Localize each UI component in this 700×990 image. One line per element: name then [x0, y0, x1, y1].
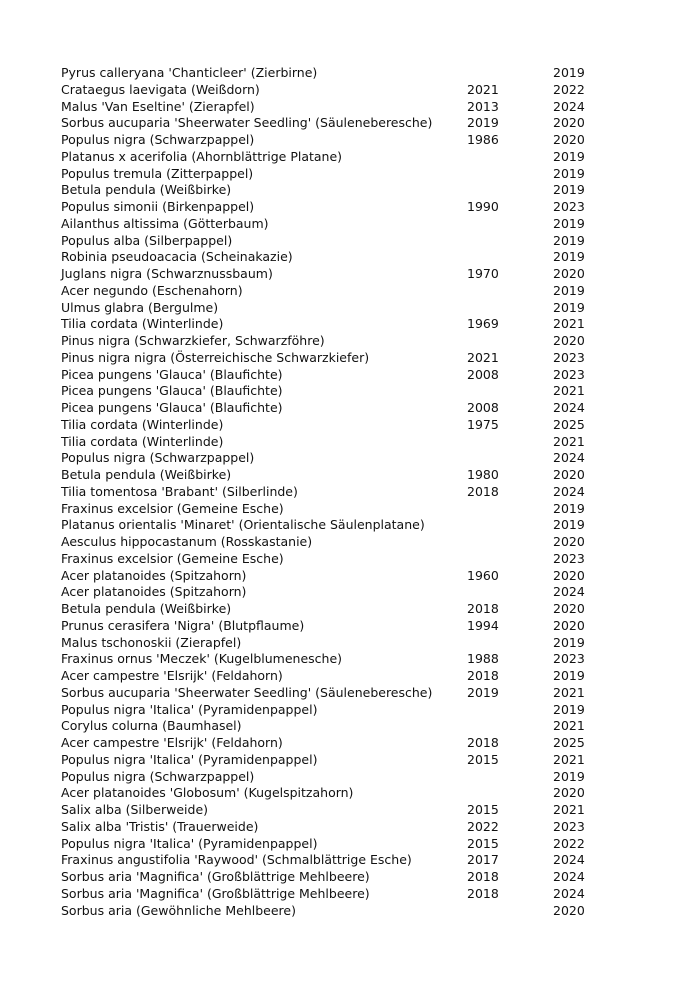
species-name: Platanus orientalis 'Minaret' (Orientalische Säulenplatane) — [61, 517, 425, 533]
tree-list-table — [61, 65, 621, 919]
table-row — [61, 316, 621, 333]
planted-year: 1975 — [467, 416, 499, 432]
table-row — [61, 517, 621, 534]
species-name: Sorbus aucuparia 'Sheerwater Seedling' (Säuleneberesche) — [61, 684, 433, 700]
species-name: Platanus x acerifolia (Ahornblättrige Platane) — [61, 148, 343, 164]
record-year: 2020 — [553, 601, 585, 616]
species-name: Pinus nigra nigra (Österreichische Schwarzkiefer) — [61, 349, 370, 365]
species-name: Sorbus aria 'Magnifica' (Großblättrige Mehlbeere) — [61, 869, 370, 884]
species-name: Prunus cerasifera 'Nigra' (Blutpflaume) — [61, 617, 305, 633]
record-year: 2021 — [553, 433, 585, 449]
record-year: 2019 — [553, 232, 585, 248]
table-row — [61, 718, 621, 735]
species-name: Malus tschonoskii (Zierapfel) — [61, 634, 242, 650]
planted-year: 1960 — [467, 567, 499, 583]
species-name: Aesculus hippocastanum (Rosskastanie) — [61, 534, 313, 549]
table-row — [61, 752, 621, 769]
planted-year: 1970 — [467, 266, 499, 281]
species-name: Juglans nigra (Schwarznussbaum) — [61, 266, 273, 281]
record-year: 2019 — [553, 500, 585, 516]
species-name: Tilia tomentosa 'Brabant' (Silberlinde) — [61, 483, 298, 499]
record-year: 2023 — [553, 349, 585, 365]
record-year: 2024 — [553, 483, 585, 499]
record-year: 2020 — [553, 467, 585, 482]
record-year: 2019 — [553, 701, 585, 717]
planted-year: 2013 — [467, 98, 499, 114]
table-row — [61, 685, 621, 702]
species-name: Populus nigra 'Italica' (Pyramidenpappel) — [61, 701, 318, 717]
table-row — [61, 450, 621, 467]
table-row — [61, 383, 621, 400]
planted-year: 2018 — [467, 869, 499, 884]
table-row — [61, 350, 621, 367]
table-row — [61, 534, 621, 551]
species-name: Populus nigra 'Italica' (Pyramidenpappel) — [61, 751, 318, 767]
record-year: 2023 — [553, 818, 585, 834]
record-year: 2021 — [553, 718, 585, 734]
record-year: 2019 — [553, 634, 585, 650]
record-year: 2023 — [553, 199, 585, 214]
species-name: Acer platanoides (Spitzahorn) — [61, 584, 247, 600]
planted-year: 1988 — [467, 651, 499, 667]
record-year: 2023 — [553, 651, 585, 667]
planted-year: 2015 — [467, 802, 499, 817]
species-name: Acer platanoides (Spitzahorn) — [61, 567, 247, 583]
species-name: Fraxinus ornus 'Meczek' (Kugelblumenesche) — [61, 651, 343, 667]
table-row — [61, 249, 621, 266]
planted-year: 2018 — [467, 735, 499, 750]
species-name: Picea pungens 'Glauca' (Blaufichte) — [61, 383, 283, 399]
species-name: Crataegus laevigata (Weißdorn) — [61, 81, 260, 97]
table-row — [61, 99, 621, 116]
planted-year: 1994 — [467, 617, 499, 633]
species-name: Populus tremula (Zitterpappel) — [61, 165, 254, 181]
species-name: Tilia cordata (Winterlinde) — [61, 416, 224, 432]
record-year: 2021 — [553, 802, 585, 817]
table-row — [61, 635, 621, 652]
table-row — [61, 769, 621, 786]
species-name: Tilia cordata (Winterlinde) — [61, 433, 224, 449]
species-name: Ulmus glabra (Bergulme) — [61, 299, 219, 315]
planted-year: 2017 — [467, 852, 499, 868]
record-year: 2021 — [553, 684, 585, 700]
table-row — [61, 735, 621, 752]
record-year: 2019 — [553, 249, 585, 265]
species-name: Populus nigra (Schwarzpappel) — [61, 132, 255, 147]
species-name: Fraxinus excelsior (Gemeine Esche) — [61, 500, 284, 516]
record-year: 2019 — [553, 165, 585, 181]
planted-year: 2019 — [467, 115, 499, 131]
table-row — [61, 266, 621, 283]
record-year: 2019 — [553, 148, 585, 164]
record-year: 2020 — [553, 266, 585, 281]
species-name: Populus nigra (Schwarzpappel) — [61, 768, 255, 784]
record-year: 2021 — [553, 383, 585, 399]
species-name: Corylus colurna (Baumhasel) — [61, 718, 242, 734]
record-year: 2024 — [553, 885, 585, 901]
species-name: Tilia cordata (Winterlinde) — [61, 316, 224, 332]
table-row — [61, 115, 621, 132]
species-name: Sorbus aria (Gewöhnliche Mehlbeere) — [61, 902, 296, 918]
species-name: Sorbus aria 'Magnifica' (Großblättrige Mehlbeere) — [61, 885, 370, 901]
table-row — [61, 651, 621, 668]
table-row — [61, 869, 621, 886]
species-name: Acer campestre 'Elsrijk' (Feldahorn) — [61, 668, 283, 683]
record-year: 2019 — [553, 282, 585, 298]
species-name: Populus nigra (Schwarzpappel) — [61, 450, 255, 466]
table-row — [61, 903, 621, 920]
table-row — [61, 785, 621, 802]
table-row — [61, 601, 621, 618]
record-year: 2020 — [553, 534, 585, 549]
record-year: 2024 — [553, 584, 585, 600]
species-name: Salix alba (Silberweide) — [61, 802, 209, 817]
record-year: 2019 — [553, 299, 585, 315]
table-row — [61, 65, 621, 82]
record-year: 2020 — [553, 617, 585, 633]
record-year: 2020 — [553, 333, 585, 348]
record-year: 2020 — [553, 785, 585, 801]
planted-year: 2008 — [467, 366, 499, 382]
table-row — [61, 819, 621, 836]
record-year: 2021 — [553, 316, 585, 332]
table-row — [61, 484, 621, 501]
record-year: 2024 — [553, 400, 585, 415]
record-year: 2020 — [553, 567, 585, 583]
species-name: Fraxinus angustifolia 'Raywood' (Schmalblättrige Esche) — [61, 852, 412, 868]
record-year: 2024 — [553, 450, 585, 466]
record-year: 2019 — [553, 517, 585, 533]
table-row — [61, 568, 621, 585]
record-year: 2025 — [553, 735, 585, 750]
planted-year: 1969 — [467, 316, 499, 332]
record-year: 2020 — [553, 115, 585, 131]
table-row — [61, 199, 621, 216]
species-name: Acer negundo (Eschenahorn) — [61, 282, 243, 298]
record-year: 2019 — [553, 668, 585, 683]
species-name: Picea pungens 'Glauca' (Blaufichte) — [61, 366, 283, 382]
planted-year: 2021 — [467, 81, 499, 97]
species-name: Acer platanoides 'Globosum' (Kugelspitzahorn) — [61, 785, 354, 801]
record-year: 2025 — [553, 416, 585, 432]
table-row — [61, 802, 621, 819]
planted-year: 2015 — [467, 751, 499, 767]
planted-year: 1990 — [467, 199, 499, 214]
species-name: Betula pendula (Weißbirke) — [61, 467, 232, 482]
record-year: 2020 — [553, 902, 585, 918]
record-year: 2022 — [553, 835, 585, 851]
record-year: 2024 — [553, 869, 585, 884]
table-row — [61, 400, 621, 417]
species-name: Salix alba 'Tristis' (Trauerweide) — [61, 818, 259, 834]
planted-year: 1980 — [467, 467, 499, 482]
table-row — [61, 132, 621, 149]
record-year: 2022 — [553, 81, 585, 97]
record-year: 2019 — [553, 215, 585, 231]
table-row — [61, 886, 621, 903]
species-name: Picea pungens 'Glauca' (Blaufichte) — [61, 400, 283, 415]
species-name: Betula pendula (Weißbirke) — [61, 182, 232, 198]
species-name: Populus alba (Silberpappel) — [61, 232, 233, 248]
record-year: 2023 — [553, 550, 585, 566]
species-name: Betula pendula (Weißbirke) — [61, 601, 232, 616]
species-name: Populus simonii (Birkenpappel) — [61, 199, 255, 214]
species-name: Pinus nigra (Schwarzkiefer, Schwarzföhre) — [61, 333, 325, 348]
table-row — [61, 467, 621, 484]
table-row — [61, 166, 621, 183]
record-year: 2019 — [553, 768, 585, 784]
table-row — [61, 434, 621, 451]
table-row — [61, 417, 621, 434]
table-row — [61, 551, 621, 568]
table-row — [61, 283, 621, 300]
table-row — [61, 367, 621, 384]
table-row — [61, 702, 621, 719]
table-row — [61, 149, 621, 166]
table-row — [61, 82, 621, 99]
planted-year: 2018 — [467, 885, 499, 901]
record-year: 2019 — [553, 65, 585, 80]
table-row — [61, 300, 621, 317]
planted-year: 2021 — [467, 349, 499, 365]
table-row — [61, 216, 621, 233]
record-year: 2024 — [553, 852, 585, 868]
species-name: Robinia pseudoacacia (Scheinakazie) — [61, 249, 293, 265]
record-year: 2023 — [553, 366, 585, 382]
record-year: 2024 — [553, 98, 585, 114]
table-row — [61, 333, 621, 350]
species-name: Ailanthus altissima (Götterbaum) — [61, 215, 269, 231]
species-name: Pyrus calleryana 'Chanticleer' (Zierbirne) — [61, 65, 318, 80]
table-row — [61, 618, 621, 635]
table-row — [61, 182, 621, 199]
planted-year: 2008 — [467, 400, 499, 415]
table-row — [61, 668, 621, 685]
planted-year: 2018 — [467, 601, 499, 616]
species-name: Populus nigra 'Italica' (Pyramidenpappel) — [61, 835, 318, 851]
species-name: Acer campestre 'Elsrijk' (Feldahorn) — [61, 735, 283, 750]
species-name: Sorbus aucuparia 'Sheerwater Seedling' (Säuleneberesche) — [61, 115, 433, 131]
species-name: Malus 'Van Eseltine' (Zierapfel) — [61, 98, 255, 114]
planted-year: 2015 — [467, 835, 499, 851]
table-row — [61, 836, 621, 853]
planted-year: 2018 — [467, 483, 499, 499]
table-row — [61, 584, 621, 601]
planted-year: 2019 — [467, 684, 499, 700]
record-year: 2019 — [553, 182, 585, 198]
table-row — [61, 852, 621, 869]
table-row — [61, 501, 621, 518]
species-name: Fraxinus excelsior (Gemeine Esche) — [61, 550, 284, 566]
record-year: 2021 — [553, 751, 585, 767]
planted-year: 2018 — [467, 668, 499, 683]
table-row — [61, 233, 621, 250]
planted-year: 2022 — [467, 818, 499, 834]
planted-year: 1986 — [467, 132, 499, 147]
record-year: 2020 — [553, 132, 585, 147]
